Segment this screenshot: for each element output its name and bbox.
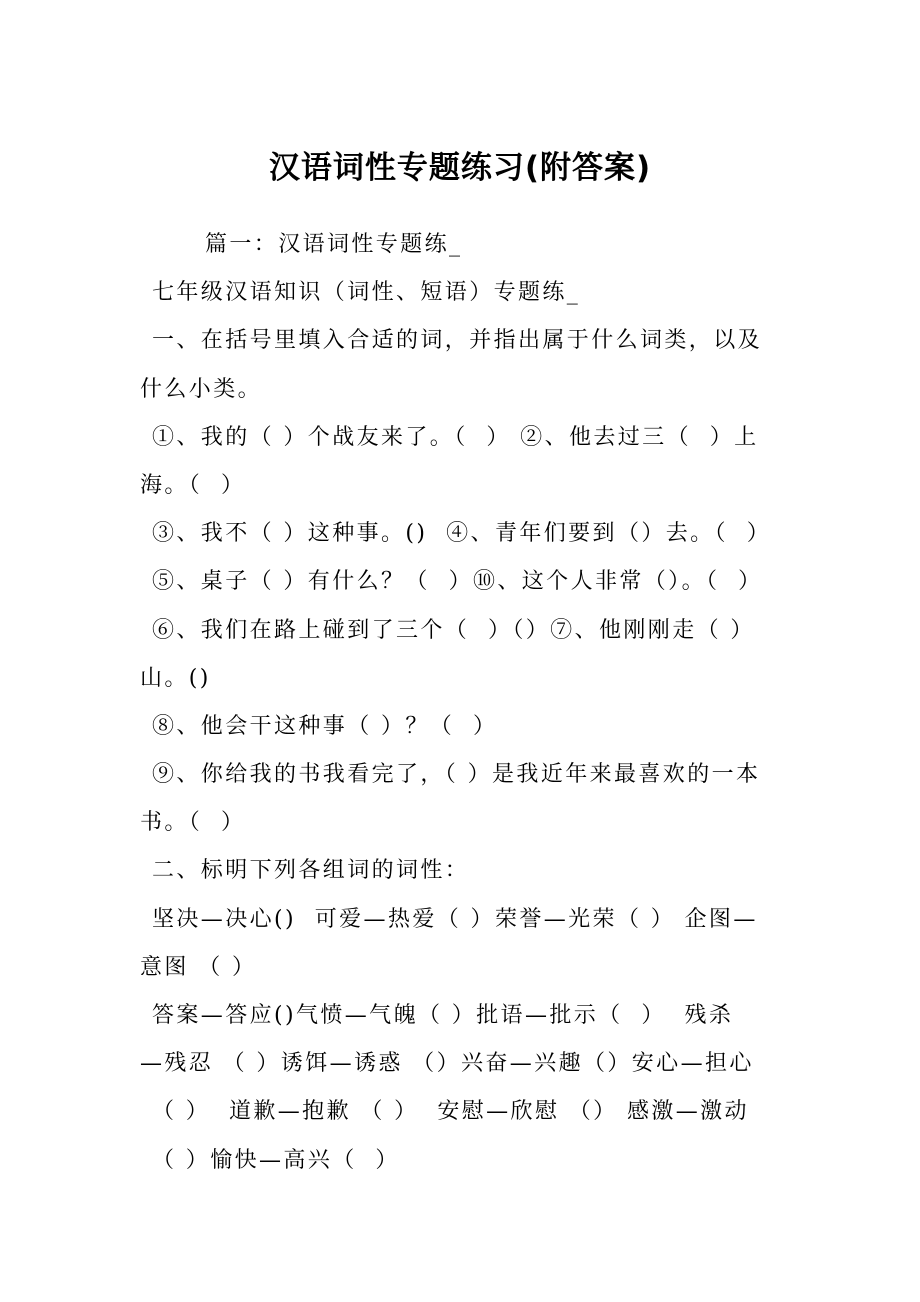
text-line: 山。() xyxy=(140,665,211,691)
text-line: 什么小类。 xyxy=(140,376,263,402)
text-line: ⑧、他会干这种事（ ）？（ ） xyxy=(152,713,498,739)
text-line: 答案—答应()气愤—气魄（ ）批语—批示（ ） 残杀 xyxy=(152,1003,734,1028)
text-line: 七年级汉语知识（词性、短语）专题练_ xyxy=(152,280,581,306)
text-line: 书。（ ） xyxy=(140,810,246,836)
text-line: ③、我不（ ）这种事。() ④、青年们要到（）去。（ ） xyxy=(152,521,772,547)
text-line: 海。（ ） xyxy=(140,472,246,498)
text-line: —残忍 （ ）诱饵—诱惑 （）兴奋—兴趣（）安心—担心 xyxy=(140,1051,754,1077)
text-line: 篇一：汉语词性专题练_ xyxy=(205,232,463,257)
document-body xyxy=(140,221,800,1185)
text-line: ⑥、我们在路上碰到了三个（ ）（）⑦、他刚刚走（ ） xyxy=(152,617,755,643)
text-line: ⑤、桌子（ ）有什么？（ ）⑩、这个人非常（）。（ ） xyxy=(152,569,763,595)
document-title: 汉语词性专题练习(附答案) xyxy=(268,150,652,186)
text-line: 二、标明下列各组词的词性： xyxy=(152,858,470,884)
text-line: 意图 （ ） xyxy=(140,954,257,980)
text-line: ①、我的（ ）个战友来了。（ ） ②、他去过三（ ）上 xyxy=(152,424,759,450)
text-line: 坚决—决心() 可爱—热爱（ ）荣誉—光荣（ ） 企图— xyxy=(152,906,758,932)
text-line: ⑨、你给我的书我看完了，（ ）是我近年来最喜欢的一本 xyxy=(152,762,761,788)
text-line: （ ） 道歉—抱歉 （ ） 安慰—欣慰 （） 感激—激动 xyxy=(152,1099,749,1125)
text-line: 一、在括号里填入合适的词，并指出属于什么词类，以及 xyxy=(152,328,763,354)
text-line: （ ）愉快—高兴（ ） xyxy=(152,1147,400,1173)
